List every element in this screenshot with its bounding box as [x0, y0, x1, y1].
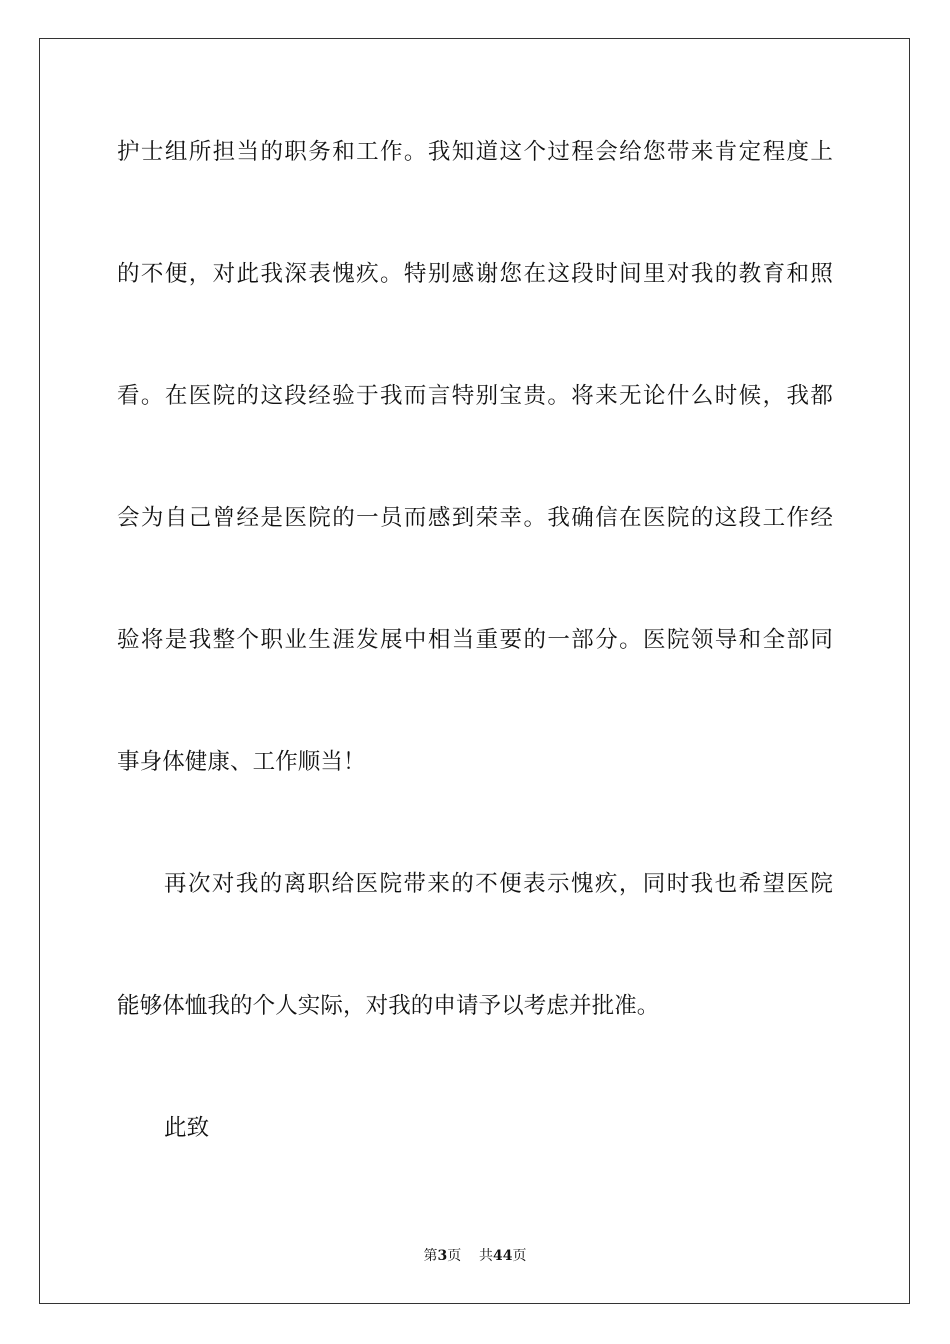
paragraph-line: 能够体恤我的个人实际，对我的申请予以考虑并批准。: [117, 993, 660, 1019]
paragraph-line: 会为自己曾经是医院的一员而感到荣幸。我确信在医院的这段工作经: [117, 505, 833, 531]
total-pages: 44: [493, 1248, 513, 1264]
page-suffix: 页: [447, 1248, 462, 1264]
paragraph-line: 再次对我的离职给医院带来的不便表示愧疚，同时我也希望医院: [164, 871, 833, 897]
closing-salutation: 此致: [164, 1115, 210, 1141]
page-prefix: 第: [423, 1248, 438, 1264]
paragraph-line: 护士组所担当的职务和工作。我知道这个过程会给您带来肯定程度上: [117, 139, 833, 165]
total-prefix: 共: [479, 1248, 494, 1264]
paragraph-line: 验将是我整个职业生涯发展中相当重要的一部分。医院领导和全部同: [117, 627, 833, 653]
paragraph-line: 的不便，对此我深表愧疚。特别感谢您在这段时间里对我的教育和照: [117, 261, 833, 287]
paragraph-line: 事身体健康、工作顺当！: [117, 749, 366, 775]
total-suffix: 页: [512, 1248, 527, 1264]
page-number: 3: [437, 1248, 448, 1264]
page-footer: [0, 1247, 950, 1265]
paragraph-line: 看。在医院的这段经验于我而言特别宝贵。将来无论什么时候，我都: [117, 383, 833, 409]
